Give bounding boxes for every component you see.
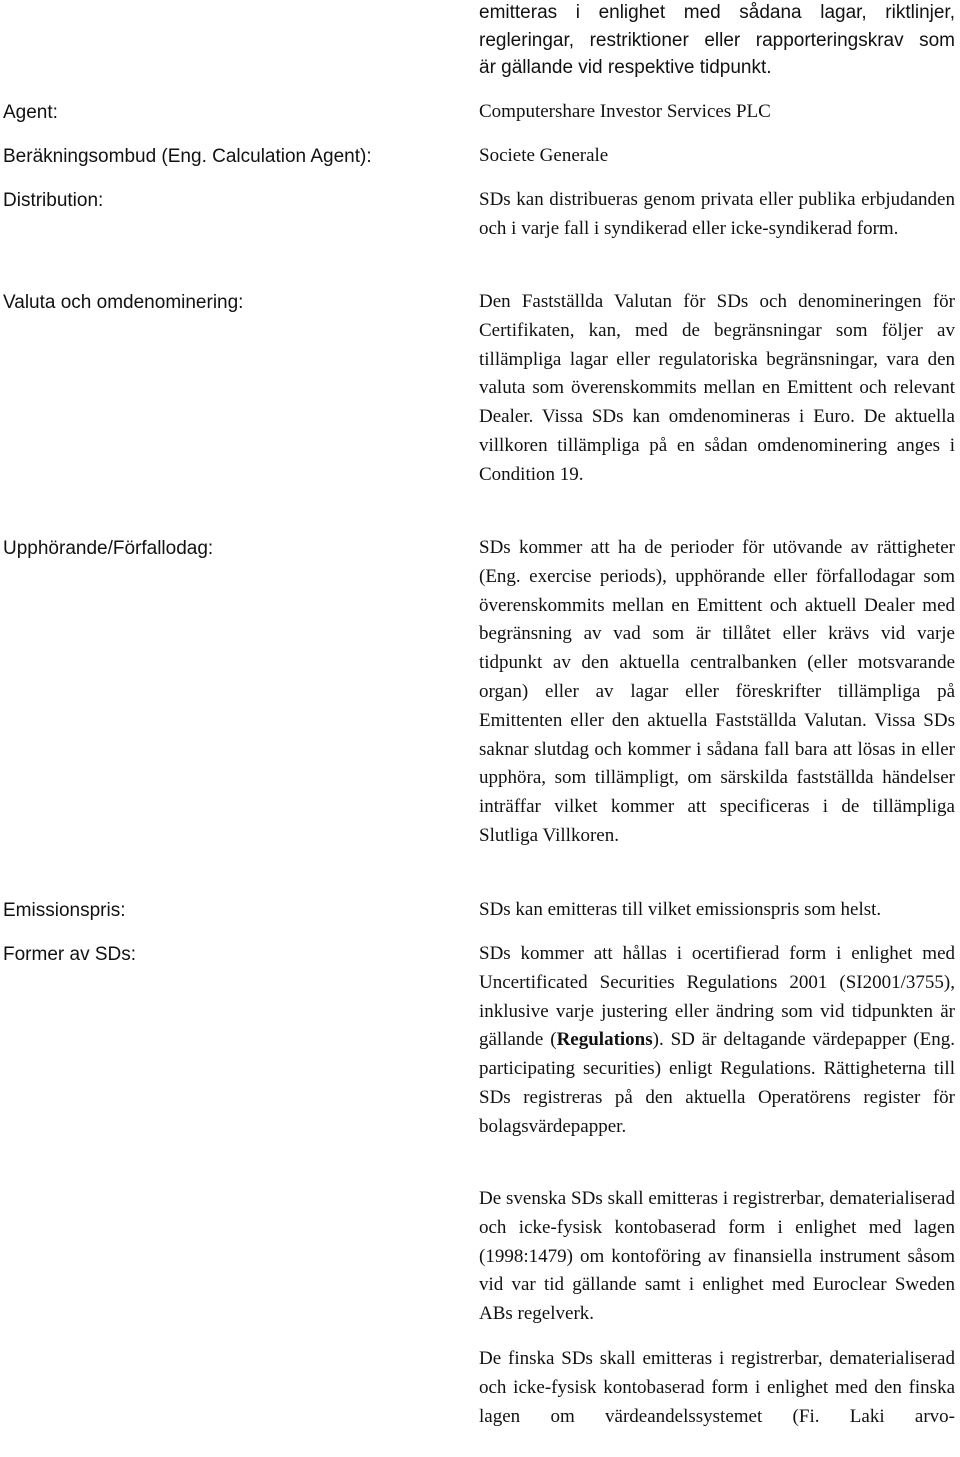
forms-p1-text-a: SDs kommer att hållas i ocertifierad form i enlighet med Uncertificated Securities Regulations 2001 (SI2001/3755), inklusive varje justering eller ändring som vid tidpunkten är gällande ( — [479, 943, 955, 1051]
forms-p1-text-b: ). SD är deltagande värdepapper (Eng. participating securities) enligt Regulations. Rättigheterna till SDs registreras på den aktuella Operatörens register för bolagsvärdepapper. — [479, 1029, 955, 1137]
intro-line-1: emitteras i enlighet med sådana lagar, riktlinjer, — [479, 2, 955, 23]
forms-paragraph-1 — [479, 940, 955, 1142]
maturity-label: Upphörande/Förfallodag: — [3, 538, 214, 559]
calculation-agent-label: Beräkningsombud (Eng. Calculation Agent): — [3, 146, 372, 167]
regulations-term: Regulations — [556, 1029, 653, 1051]
intro-paragraph — [479, 0, 955, 82]
maturity-value: SDs kommer att ha de perioder för utövande av rättigheter (Eng. exercise periods), upphörande eller förfallodagar som överenskommits mellan en Emittent och aktuell Dealer med begränsning av vad som är tillåtet eller krävs vid varje tidpunkt av den aktuella centralbanken (eller motsvarande organ) eller av lagar eller föreskrifter tillämpliga på Emittenten eller den aktuella Fastställda Valutan. Vissa SDs saknar slutdag och kommer i sådana fall bara att lösas in eller upphöra, som tillämpligt, om särskilda fastställda händelser inträffar vilket kommer att specificeras i de tillämpliga Slutliga Villkoren. — [479, 537, 955, 846]
calculation-agent-value: Societe Generale — [479, 145, 609, 166]
forms-paragraph-3: De finska SDs skall emitteras i registrerbar, dematerialiserad och icke-fysisk kontobaserad form i enlighet med den finska lagen om värdeandelssystemet (Fi. Laki arvo- — [479, 1348, 955, 1427]
currency-label: Valuta och omdenominering: — [3, 292, 244, 313]
issue-price-value: SDs kan emitteras till vilket emissionspris som helst. — [479, 899, 882, 920]
intro-line-2: regleringar, restriktioner eller rapporteringskrav som — [479, 29, 955, 51]
forms-label: Former av SDs: — [3, 944, 137, 965]
issue-price-label: Emissionspris: — [3, 900, 126, 921]
intro-line-3: är gällande vid respektive tidpunkt. — [479, 57, 772, 78]
currency-value: Den Fastställda Valutan för SDs och denomineringen för Certifikaten, kan, med de begränsningar som följer av tillämpliga lagar eller regulatoriska begränsningar, vara den valuta som överenskommits mellan en Emittent och relevant Dealer. Vissa SDs kan omdenomineras i Euro. De aktuella villkoren tillämpliga på en sådan omdenominering anges i Condition 19. — [479, 291, 955, 485]
distribution-value: SDs kan distribueras genom privata eller publika erbjudanden och i varje fall i syndikerad eller icke-syndikerad form. — [479, 189, 955, 239]
distribution-label: Distribution: — [3, 190, 104, 211]
forms-paragraph-2: De svenska SDs skall emitteras i registrerbar, dematerialiserad och icke-fysisk kontobaserad form i enlighet med lagen (1998:1479) om kontoföring av finansiella instrument såsom vid var tid gällande samt i enlighet med Euroclear Sweden ABs regelverk. — [479, 1188, 955, 1325]
agent-label: Agent: — [3, 102, 58, 123]
agent-value: Computershare Investor Services PLC — [479, 101, 771, 122]
